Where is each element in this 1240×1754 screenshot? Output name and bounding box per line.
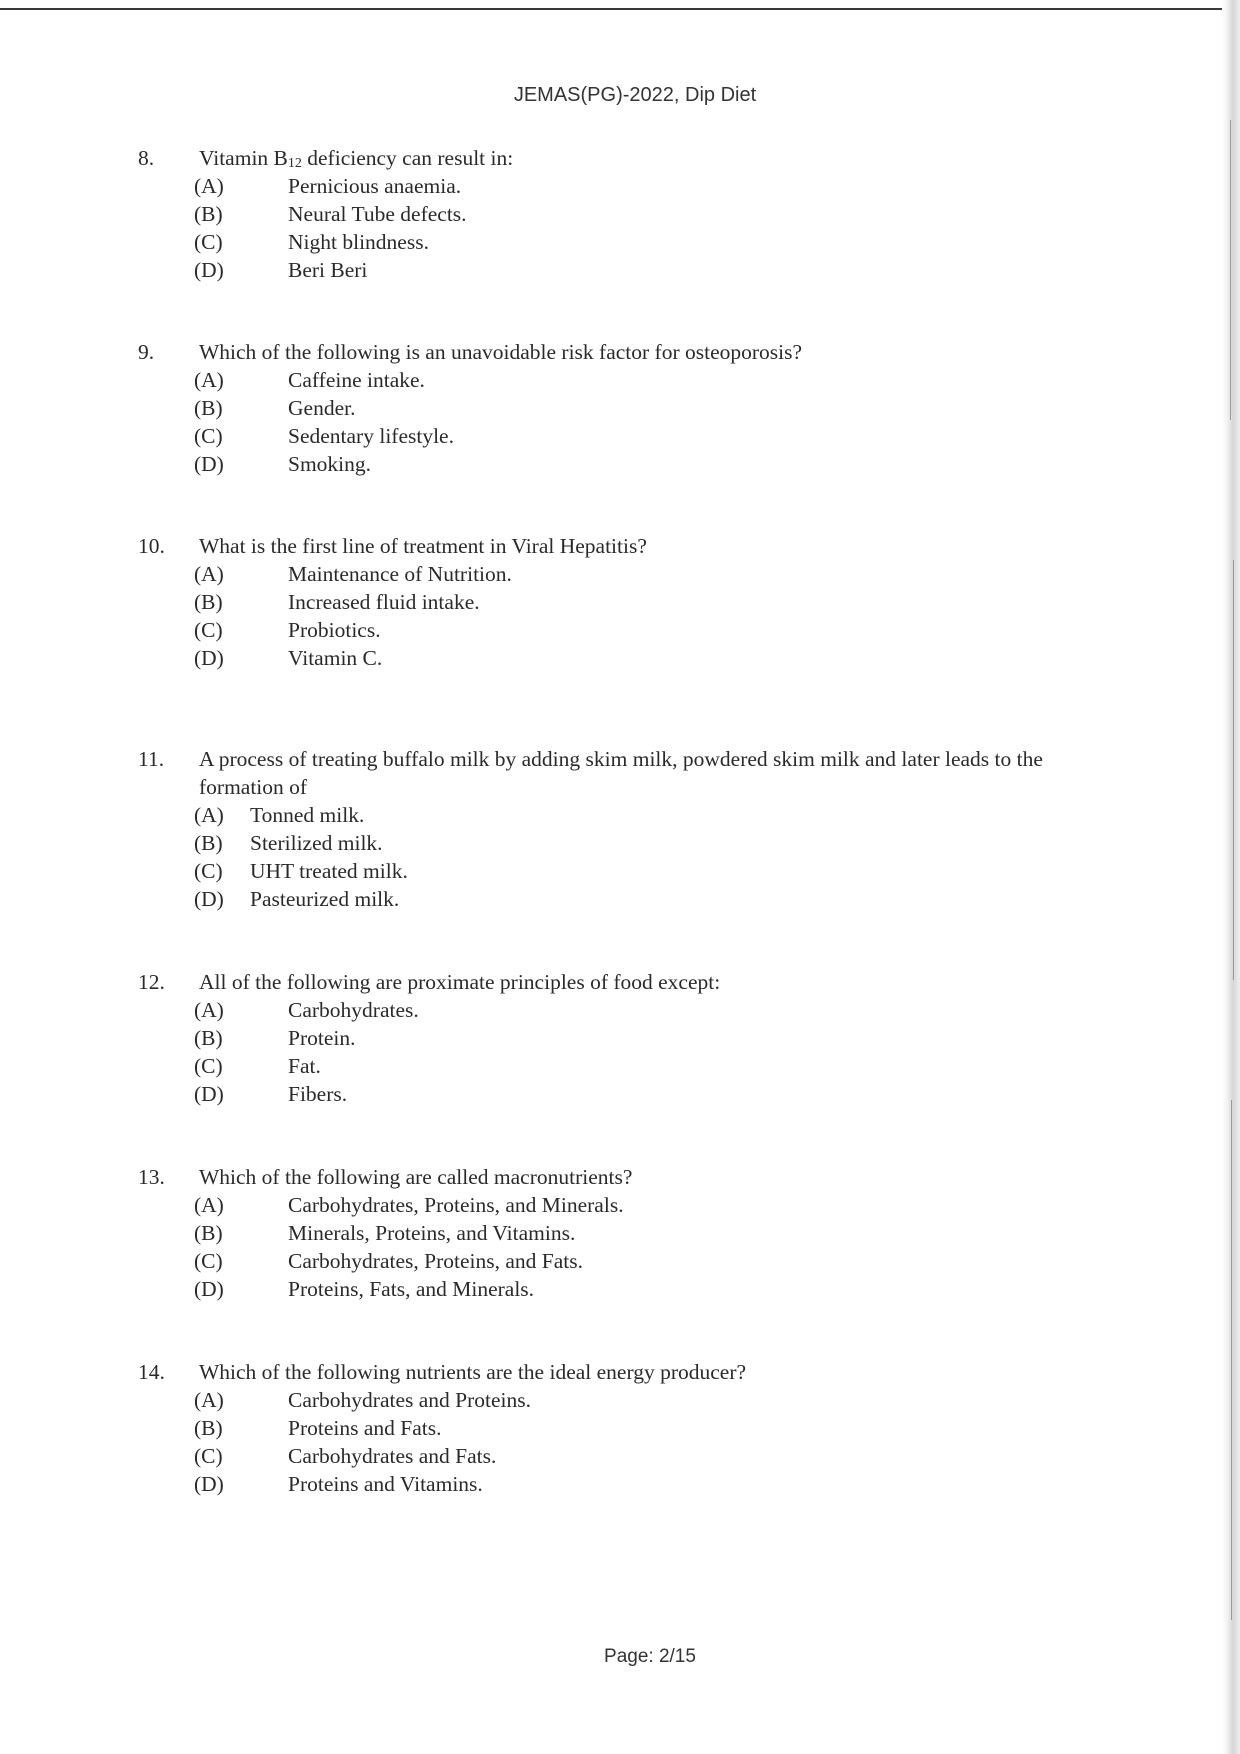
option-c: (C) Fat. [194,1054,321,1078]
top-border-line [0,8,1240,10]
option-b: (B) Neural Tube defects. [194,202,467,226]
option-a: (A) Pernicious anaemia. [194,174,462,198]
option-b: (B) Increased fluid intake. [194,590,480,614]
options-list [0,172,1240,284]
question-text: A process of treating buffalo milk by adding skim milk, powdered skim milk and later leads to the formation of [199,747,1043,799]
option-b: (B) Minerals, Proteins, and Vitamins. [194,1221,576,1245]
option-c: (C) Sedentary lifestyle. [194,424,454,448]
option-b: (B) Gender. [194,396,356,420]
question-text: Which of the following nutrients are the ideal energy producer? [199,1360,747,1384]
option-d: (D) Smoking. [194,452,372,476]
option-a: (A) Tonned milk. [194,803,365,827]
question-number: 11. [138,747,165,771]
exam-title: JEMAS(PG)-2022, Dip Diet [513,84,757,106]
options-list [0,366,1240,478]
question-number: 10. [138,534,165,558]
question-text: Vitamin $B_{12}$ deficiency can result in: [199,146,514,171]
question-number: 8. [138,146,155,170]
option-c: (C) Carbohydrates, Proteins, and Fats. [194,1249,583,1273]
subscript-12: 12 [287,156,302,171]
option-d: (D) Vitamin C. [194,646,383,670]
question-number: 12. [138,970,165,994]
option-a: (A) Maintenance of Nutrition. [194,562,512,586]
question-text: What is the first line of treatment in Viral Hepatitis? [199,534,647,558]
options-list [0,996,1240,1108]
option-b: (B) Proteins and Fats. [194,1416,442,1440]
question-number: 14. [138,1360,165,1384]
options-list [0,1386,1240,1498]
option-a: (A) Carbohydrates, Proteins, and Minerals. [194,1193,624,1217]
question-number: 9. [138,340,155,364]
option-d: (D) Proteins, Fats, and Minerals. [194,1277,535,1301]
option-b: (B) Sterilized milk. [194,831,383,855]
question-text: Which of the following are called macronutrients? [199,1165,633,1189]
page-footer [0,1646,1240,1668]
options-list [0,1191,1240,1303]
option-c: (C) Carbohydrates and Fats. [194,1444,497,1468]
option-d: (D) Proteins and Vitamins. [194,1472,483,1496]
option-d: (D) Fibers. [194,1082,348,1106]
page-number: Page: 2/15 [604,1646,696,1667]
question-text: Which of the following is an unavoidable risk factor for osteoporosis? [199,340,803,364]
option-b: (B) Protein. [194,1026,356,1050]
page-header [0,84,1240,107]
option-c: (C) Night blindness. [194,230,429,254]
option-a: (A) Caffeine intake. [194,368,425,392]
option-c: (C) Probiotics. [194,618,381,642]
question-text: All of the following are proximate principles of food except: [199,970,721,994]
options-list [0,560,1240,672]
option-d: (D) Beri Beri [194,258,368,282]
scan-streak [1231,1100,1232,1620]
question-number: 13. [138,1165,165,1189]
option-c: (C) UHT treated milk. [194,859,408,883]
option-d: (D) Pasteurized milk. [194,887,400,911]
option-a: (A) Carbohydrates and Proteins. [194,1388,532,1412]
option-a: (A) Carbohydrates. [194,998,419,1022]
options-list [0,801,1240,913]
